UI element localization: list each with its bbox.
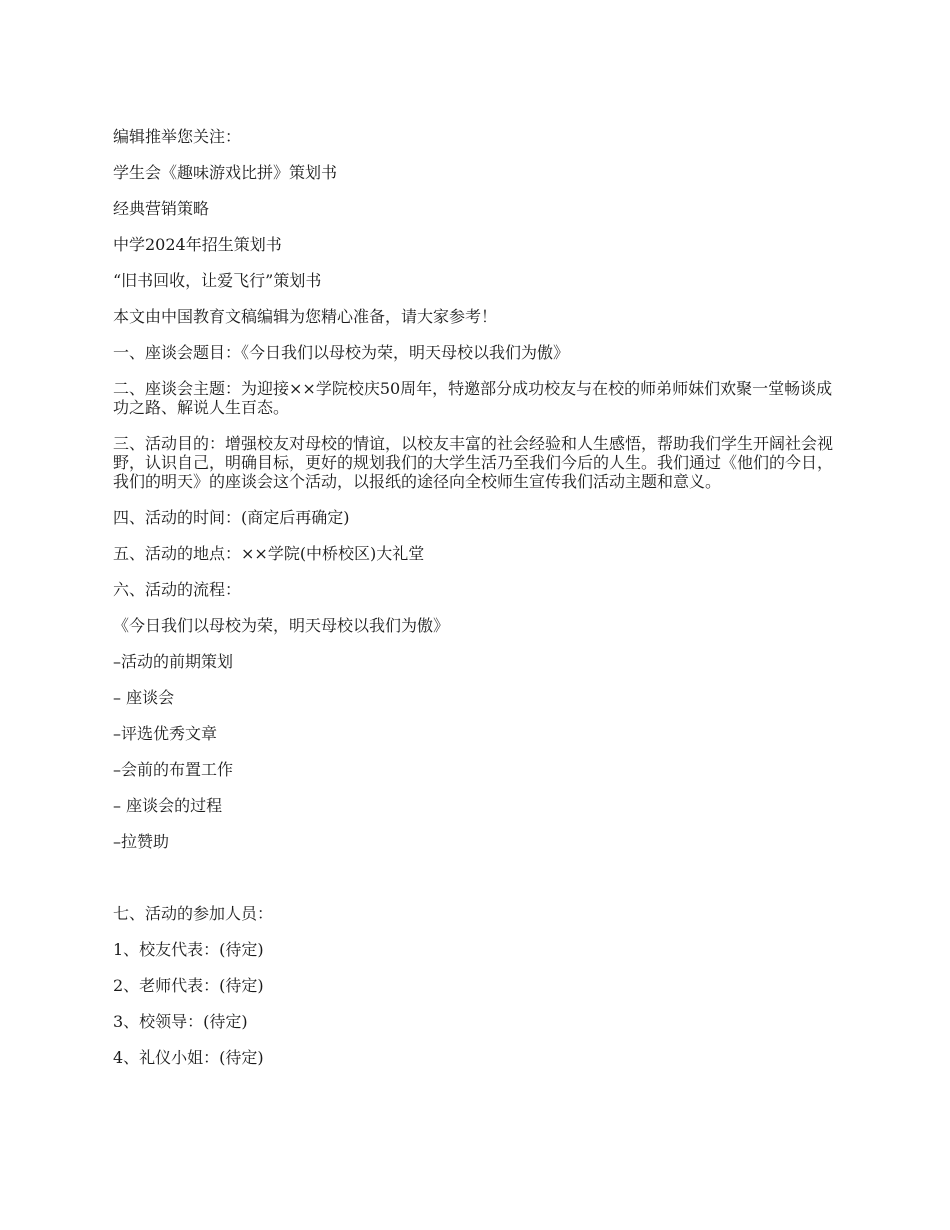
section-purpose: 三、活动目的：增强校友对母校的情谊，以校友丰富的社会经验和人生感悟，帮助我们学生开阔社会视野，认识自己，明确目标，更好的规划我们的大学生活乃至我们今后的人生。我们通过《他们的今日，我们的明天》的座谈会这个活动，以报纸的途径向全校师生宣传我们活动主题和意义。 [113,434,834,491]
process-item: – 座谈会 [113,688,175,707]
section-process-heading: 六、活动的流程： [113,580,242,599]
recommend-item: 中学2024年招生策划书 [113,235,282,254]
editor-note: 本文由中国教育文稿编辑为您精心准备，请大家参考！ [113,307,498,326]
document-body [113,127,843,1084]
section-time: 四、活动的时间：(商定后再确定) [113,508,350,527]
recommend-item: 经典营销策略 [113,199,210,218]
process-item: –评选优秀文章 [113,724,218,743]
participant-item: 1、校友代表：(待定) [113,940,264,959]
blank-line [113,868,843,904]
recommend-item: “旧书回收，让爱飞行”策划书 [113,271,322,290]
process-item: –会前的布置工作 [113,760,234,779]
recommend-heading: 编辑推举您关注： [113,127,242,146]
recommend-item: 学生会《趣味游戏比拼》策划书 [113,163,338,182]
participant-item: 3、校领导：(待定) [113,1012,248,1031]
process-title: 《今日我们以母校为荣，明天母校以我们为傲》 [113,616,450,635]
participant-item: 2、老师代表：(待定) [113,976,264,995]
process-item: –拉赞助 [113,832,170,851]
section-place: 五、活动的地点：××学院(中桥校区)大礼堂 [113,544,425,563]
section-participants-heading: 七、活动的参加人员： [113,904,274,923]
process-item: – 座谈会的过程 [113,796,223,815]
section-topic-title: 一、座谈会题目：《今日我们以母校为荣，明天母校以我们为傲》 [113,343,570,362]
process-item: –活动的前期策划 [113,652,234,671]
participant-item: 4、礼仪小姐：(待定) [113,1048,264,1067]
section-theme: 二、座谈会主题：为迎接××学院校庆50周年，特邀部分成功校友与在校的师弟师妹们欢聚一堂畅谈成功之路、解说人生百态。 [113,379,833,417]
